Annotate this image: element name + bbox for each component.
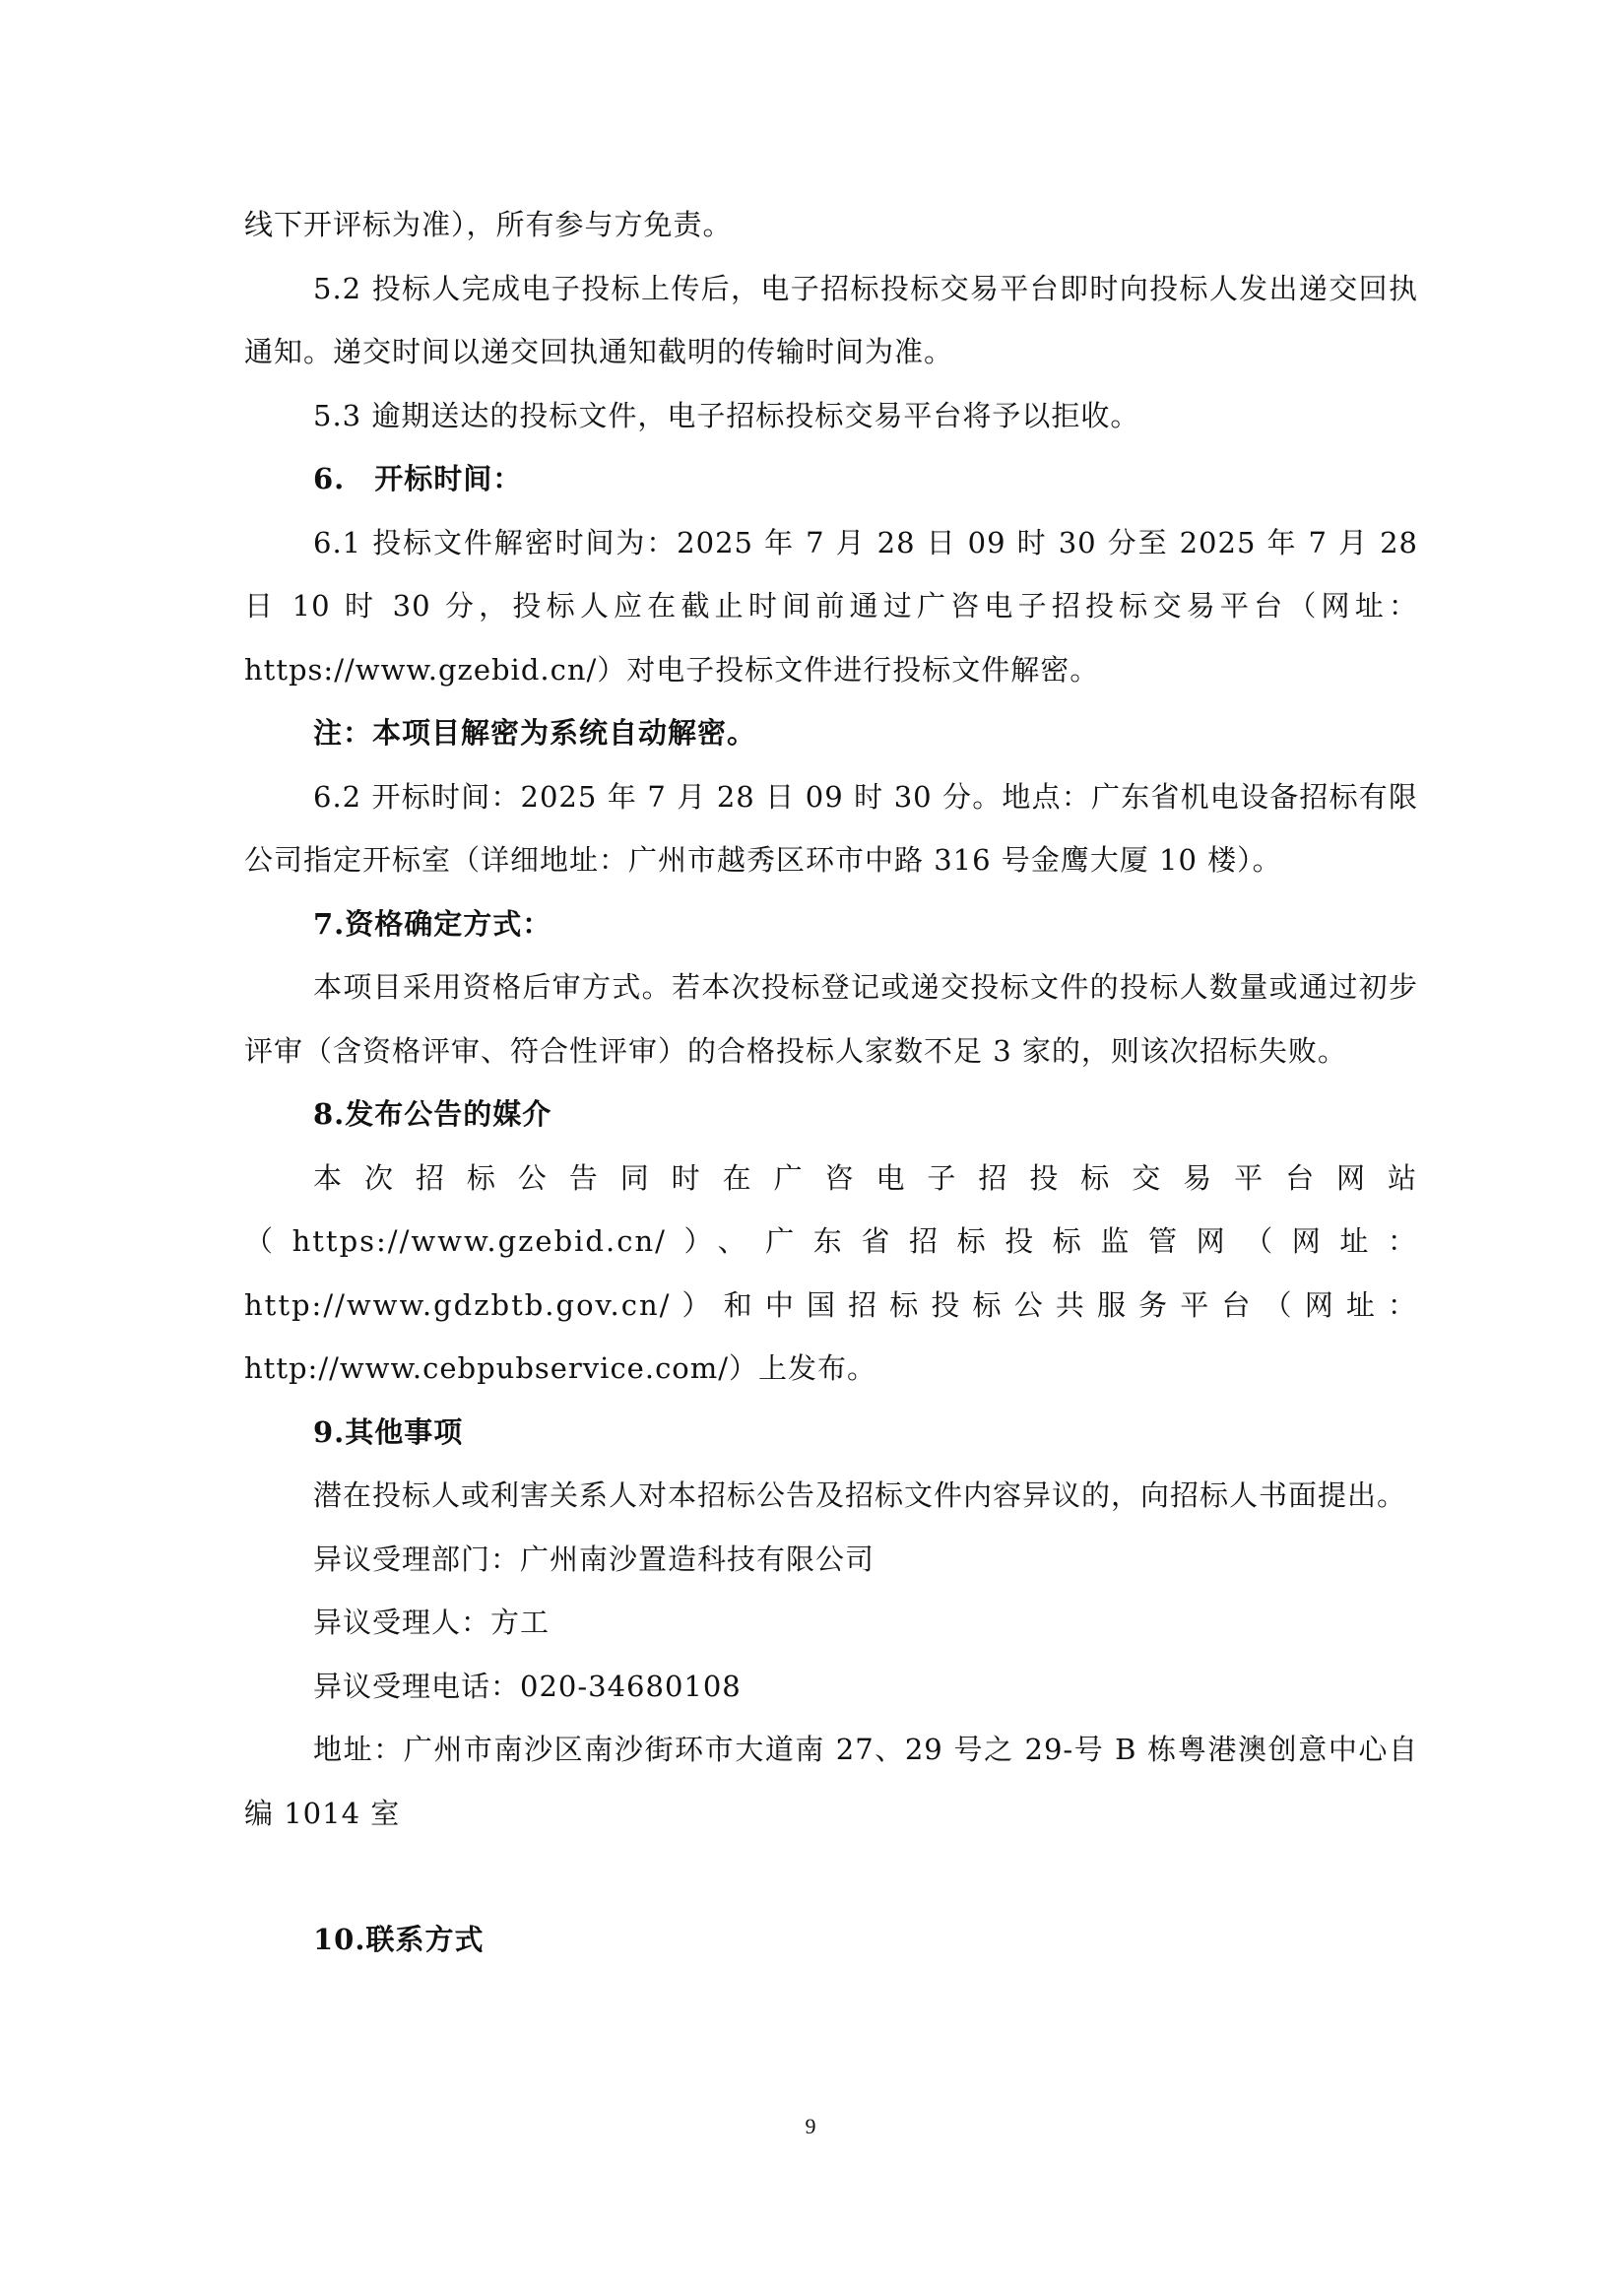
paragraph-8-line-2: （https://www.gzebid.cn/）、广东省招标投标监管网（网址： bbox=[244, 1224, 1418, 1258]
heading-8-media: 8.发布公告的媒介 bbox=[313, 1097, 552, 1131]
heading-7-qualification: 7.资格确定方式： bbox=[313, 906, 552, 941]
page-number: 9 bbox=[805, 2114, 816, 2138]
paragraph-8-line-4: http://www.cebpubservice.com/）上发布。 bbox=[244, 1351, 877, 1385]
paragraph-continuation: 线下开评标为准），所有参与方免责。 bbox=[244, 208, 733, 241]
objection-department: 异议受理部门：广州南沙置造科技有限公司 bbox=[313, 1542, 875, 1576]
paragraph-6-1: 6.1 投标文件解密时间为：2025 年 7 月 28 日 09 时 30 分至 2025 年 7 月 28 日 10 时 30 分，投标人应在截止时间前通过广咨电子招投标交易平台（网址：https://www.gzebid.cn/）对电子投标文件进行投标文件解密。 bbox=[244, 525, 1418, 687]
paragraph-8-line-1: 本次招标公告同时在广咨电子招投标交易平台网站 bbox=[313, 1160, 1418, 1195]
heading-10-contact: 10.联系方式 bbox=[313, 1923, 485, 1956]
note-auto-decryption: 注：本项目解密为系统自动解密。 bbox=[313, 716, 757, 750]
heading-6-bid-opening-time: 6. 开标时间： bbox=[313, 462, 523, 495]
paragraph-6-2: 6.2 开标时间：2025 年 7 月 28 日 09 时 30 分。地点：广东省机电设备招标有限公司指定开标室（详细地址：广州市越秀区环市中路 316 号金鹰大厦 10 楼）。 bbox=[244, 779, 1418, 877]
paragraph-8 bbox=[244, 1147, 1418, 1401]
paragraph-8-line-3: http://www.gdzbtb.gov.cn/）和中国招标投标公共服务平台（网址： bbox=[244, 1287, 1418, 1322]
heading-9-other-matters: 9.其他事项 bbox=[313, 1414, 464, 1449]
objection-person: 异议受理人：方工 bbox=[313, 1606, 551, 1639]
paragraph-7: 本项目采用资格后审方式。若本次投标登记或递交投标文件的投标人数量或通过初步评审（含资格评审、符合性评审）的合格投标人家数不足 3 家的，则该次招标失败。 bbox=[244, 970, 1418, 1068]
spacer bbox=[244, 1845, 1418, 1908]
paragraph-5-3: 5.3 逾期送达的投标文件，电子招标投标交易平台将予以拒收。 bbox=[313, 398, 1140, 432]
document-body bbox=[244, 193, 1418, 1972]
objection-address: 地址：广州市南沙区南沙街环市大道南 27、29 号之 29-号 B 栋粤港澳创意中心自编 1014 室 bbox=[244, 1733, 1418, 1830]
paragraph-9: 潜在投标人或利害关系人对本招标公告及招标文件内容异议的，向招标人书面提出。 bbox=[313, 1478, 1407, 1512]
paragraph-5-2: 5.2 投标人完成电子投标上传后，电子招标投标交易平台即时向投标人发出递交回执通知。递交时间以递交回执通知截明的传输时间为准。 bbox=[244, 271, 1418, 368]
objection-phone: 异议受理电话：020-34680108 bbox=[313, 1669, 742, 1703]
